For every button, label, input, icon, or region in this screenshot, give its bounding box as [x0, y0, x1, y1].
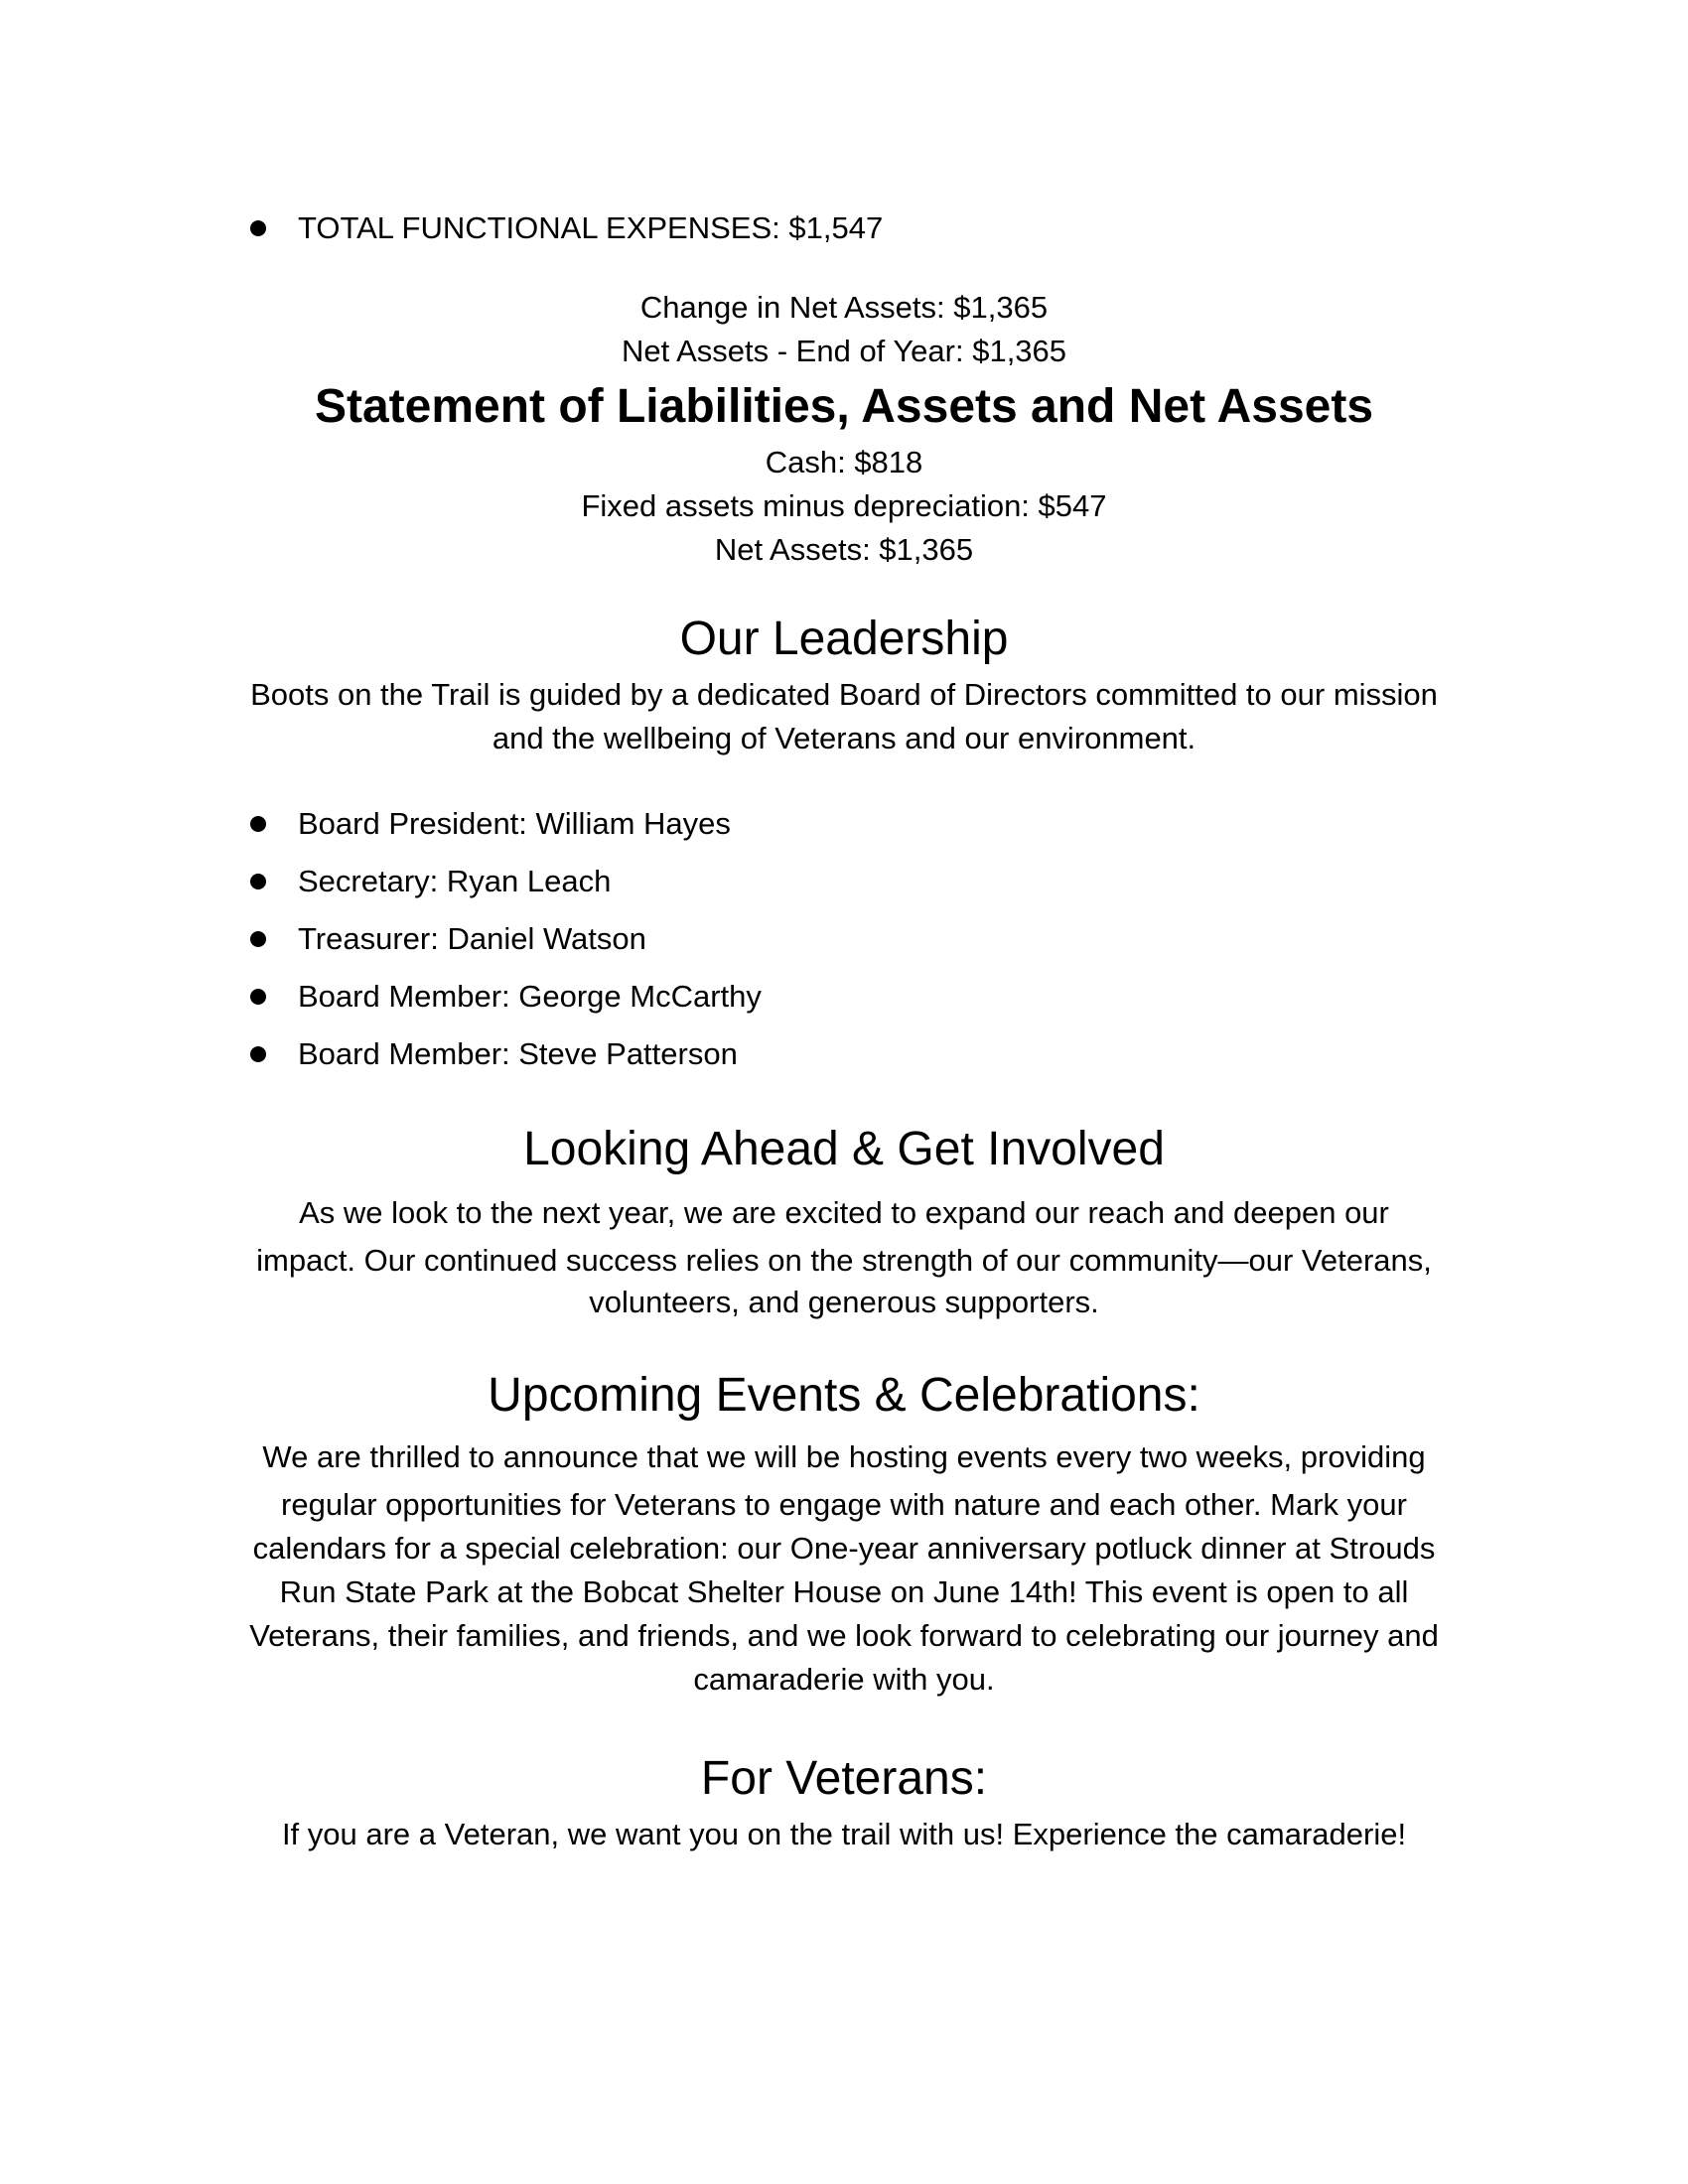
board-member: Secretary: Ryan Leach — [298, 864, 612, 898]
list-item — [0, 208, 883, 266]
for-veterans-text: If you are a Veteran, we want you on the trail with us! Experience the camaraderie! — [281, 1817, 1407, 1851]
bullet-icon — [250, 931, 266, 947]
statement-net-assets: Net Assets: $1,365 — [714, 532, 974, 567]
net-assets-end-of-year: Net Assets - End of Year: $1,365 — [621, 334, 1067, 368]
leadership-intro — [0, 673, 1688, 760]
bullet-icon — [250, 816, 266, 832]
list-item — [0, 919, 762, 977]
list-item — [0, 862, 762, 919]
events-line: Veterans, their families, and friends, and we look forward to celebrating our journey and — [249, 1618, 1439, 1653]
events-line: We are thrilled to announce that we will be hosting events every two weeks, providing — [262, 1439, 1426, 1474]
looking-ahead-text — [0, 1189, 1688, 1326]
events-line: camaraderie with you. — [693, 1662, 995, 1697]
list-item — [0, 1034, 762, 1092]
events-heading: Upcoming Events & Celebrations: — [488, 1369, 1200, 1422]
total-functional-expenses: TOTAL FUNCTIONAL EXPENSES: $1,547 — [298, 210, 884, 245]
list-item — [0, 977, 762, 1034]
for-veterans-heading: For Veterans: — [700, 1752, 988, 1805]
expenses-list — [0, 208, 883, 266]
leadership-list — [0, 804, 762, 1092]
list-item — [0, 804, 762, 862]
leadership-heading: Our Leadership — [679, 613, 1009, 665]
change-in-net-assets: Change in Net Assets: $1,365 — [639, 290, 1049, 325]
events-line: calendars for a special celebration: our One-year anniversary potluck dinner at Strouds — [252, 1531, 1436, 1566]
looking-ahead-line: volunteers, and generous supporters. — [589, 1285, 1099, 1319]
bullet-icon — [250, 1046, 266, 1062]
looking-ahead-line: As we look to the next year, we are excited to expand our reach and deepen our — [299, 1195, 1389, 1230]
leadership-intro-line: and the wellbeing of Veterans and our environment. — [492, 721, 1196, 755]
board-member: Board Member: George McCarthy — [298, 979, 762, 1014]
looking-ahead-line: impact. Our continued success relies on the strength of our community—our Veterans, — [256, 1243, 1432, 1278]
board-member: Board Member: Steve Patterson — [298, 1036, 738, 1071]
statement-heading: Statement of Liabilities, Assets and Net Assets — [314, 380, 1374, 433]
bullet-icon — [250, 989, 266, 1005]
events-line: Run State Park at the Bobcat Shelter House on June 14th! This event is open to all — [279, 1574, 1409, 1609]
events-line: regular opportunities for Veterans to engage with nature and each other. Mark your — [281, 1487, 1407, 1522]
bullet-icon — [250, 220, 266, 236]
board-member: Board President: William Hayes — [298, 806, 731, 841]
leadership-intro-line: Boots on the Trail is guided by a dedicated Board of Directors committed to our mission — [250, 677, 1438, 712]
board-member: Treasurer: Daniel Watson — [298, 921, 646, 956]
looking-ahead-heading: Looking Ahead & Get Involved — [523, 1123, 1165, 1175]
statement-fixed-assets: Fixed assets minus depreciation: $547 — [581, 488, 1107, 523]
bullet-icon — [250, 874, 266, 889]
statement-cash: Cash: $818 — [765, 445, 923, 479]
events-text — [0, 1435, 1688, 1702]
